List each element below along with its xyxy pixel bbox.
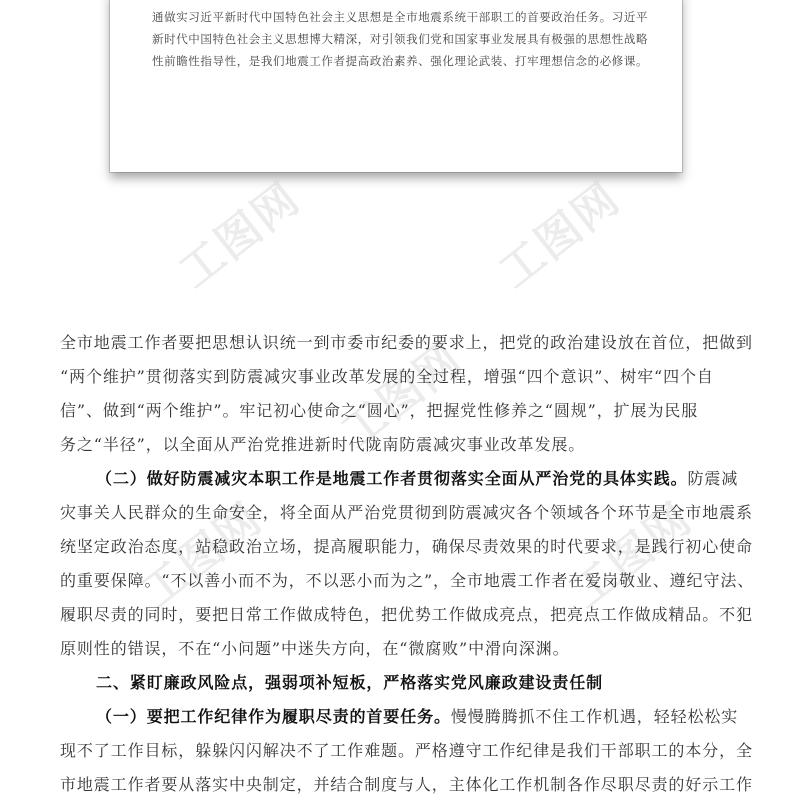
document-body <box>60 326 755 802</box>
watermark: 工图网 <box>169 172 310 299</box>
paragraph-line: 原则性的错误，不在“小问题”中迷失方向，在“微腐败”中滑向深渊。 <box>60 639 570 658</box>
card-line: 新时代中国特色社会主义思想博大精深，对引领我们党和国家事业发展具有极强的思想性战略 <box>152 32 649 46</box>
paragraph-line: 信”、做到“两个维护”。牢记初心使命之“圆心”，把握党性修养之“圆规”，扩展为民服 <box>60 401 699 420</box>
paragraph-first-line <box>60 462 750 496</box>
watermark: 工图网 <box>561 492 702 619</box>
excerpt-card <box>110 0 682 172</box>
paragraph-line: 的重要保障。“不以善小而不为，不以恶小而为之”，全市地震工作者在爱岗敬业、遵纪守法、 <box>60 571 755 590</box>
subsection-heading: （一）要把工作纪律作为履职尽责的首要任务。 <box>96 707 451 726</box>
paragraph-line: 灾事关人民群众的生命安全，将全面从严治党贯彻到防震减灾各个领域各个环节是全市地震系 <box>60 503 753 522</box>
section-heading <box>60 666 750 700</box>
card-line: 通做实习近平新时代中国特色社会主义思想是全市地震系统干部职工的首要政治任务。习近平 <box>152 10 649 24</box>
paragraph-line: 市地震工作者要从落实中央制定，并结合制度与人，主体化工作机制各作尽职尽责的好示工作 <box>60 775 753 794</box>
paragraph-line: “两个维护”贯彻落实到防震减灾事业改革发展的全过程，增强“四个意识”、树牢“四个自 <box>60 367 714 386</box>
paragraph-line: 现不了工作目标，躲躲闪闪解决不了工作难题。严格遵守工作纪律是我们干部职工的本分，全 <box>60 741 753 760</box>
paragraph-line: 全市地震工作者要把思想认识统一到市委市纪委的要求上，把党的政治建设放在首位，把做到 <box>60 333 753 352</box>
watermark: 工图网 <box>489 172 630 299</box>
paragraph-line: 务之“半径”，以全面从严治党推进新时代陇南防震减灾事业改革发展。 <box>60 435 586 454</box>
paragraph-line: 统坚定政治态度，站稳政治立场，提高履职能力，确保尽责效果的时代要求，是践行初心使命 <box>60 537 753 556</box>
card-text <box>152 6 652 72</box>
watermark: 工图网 <box>131 492 272 619</box>
subsection-heading: （二）做好防震减灾本职工作是地震工作者贯彻落实全面从严治党的具体实践。 <box>96 469 688 488</box>
card-line: 性前瞻性指导性，是我们地震工作者提高政治素养、强化理论武装、打牢理想信念的必修课。 <box>152 54 649 68</box>
paragraph-line: 履职尽责的同时，要把日常工作做成特色，把优势工作做成亮点，把亮点工作做成精品。不犯 <box>60 605 753 624</box>
paragraph-first-line <box>60 700 750 734</box>
paragraph-text: 慢慢腾腾抓不住工作机遇，轻轻松松实 <box>450 707 739 726</box>
watermark: 工图网 <box>331 332 472 459</box>
section-heading-text: 二、紧盯廉政风险点，强弱项补短板，严格落实党风廉政建设责任制 <box>96 673 604 692</box>
paragraph-text: 防震减 <box>687 469 739 488</box>
